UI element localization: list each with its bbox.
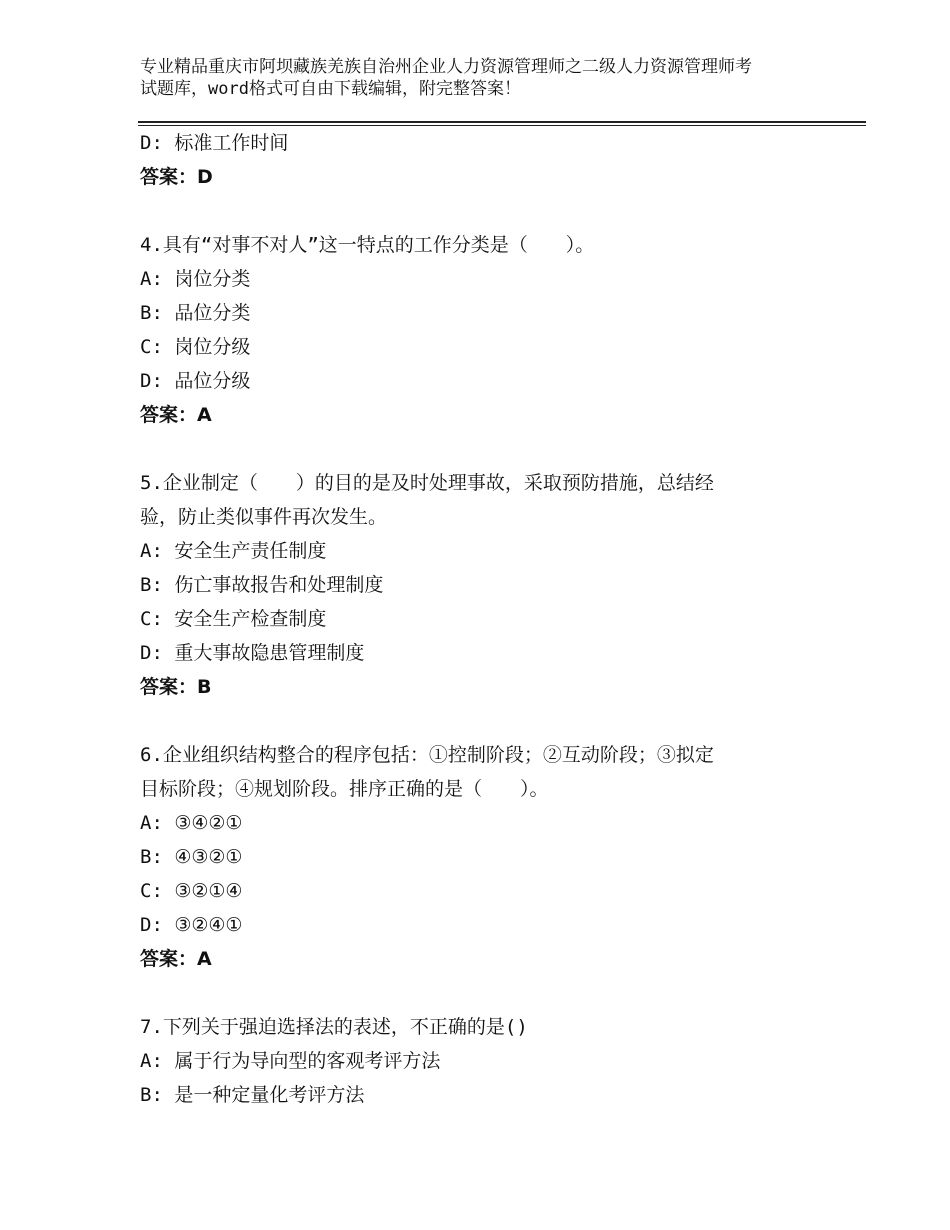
previous-question-tail	[140, 126, 830, 194]
answer-label: 答案：B	[140, 676, 212, 698]
header-divider-thick	[138, 121, 866, 123]
option-d: D: 标准工作时间	[140, 132, 289, 154]
spacer	[140, 432, 830, 466]
option-d: D: ③②④①	[140, 914, 243, 936]
option-a: A: ③④②①	[140, 812, 243, 834]
document-header	[140, 56, 830, 100]
question-stem-continued: 验，防止类似事件再次发生。	[140, 506, 388, 528]
option-d: D: 品位分级	[140, 370, 251, 392]
option-d: D: 重大事故隐患管理制度	[140, 642, 365, 664]
spacer	[140, 976, 830, 1010]
question-stem: 7.下列关于强迫选择法的表述，不正确的是()	[140, 1016, 528, 1038]
option-b: B: 伤亡事故报告和处理制度	[140, 574, 384, 596]
option-c: C: 安全生产检查制度	[140, 608, 327, 630]
spacer	[140, 194, 830, 228]
question-4	[140, 228, 830, 432]
option-a: A: 属于行为导向型的客观考评方法	[140, 1050, 441, 1072]
question-list	[140, 126, 830, 1112]
question-stem: 5.企业制定（ ）的目的是及时处理事故，采取预防措施，总结经	[140, 472, 714, 494]
question-7	[140, 1010, 830, 1112]
option-c: C: 岗位分级	[140, 336, 251, 358]
question-5	[140, 466, 830, 704]
answer-label: 答案：A	[140, 948, 212, 970]
option-a: A: 岗位分类	[140, 268, 251, 290]
answer-label: 答案：D	[140, 166, 213, 188]
header-title-line-2: 试题库，word格式可自由下载编辑，附完整答案！	[140, 79, 521, 99]
header-title-line-1: 专业精品重庆市阿坝藏族羌族自治州企业人力资源管理师之二级人力资源管理师考	[140, 57, 752, 77]
option-c: C: ③②①④	[140, 880, 243, 902]
answer-label: 答案：A	[140, 404, 212, 426]
option-a: A: 安全生产责任制度	[140, 540, 327, 562]
spacer	[140, 704, 830, 738]
question-stem-continued: 目标阶段；④规划阶段。排序正确的是（ ）。	[140, 778, 549, 800]
question-stem: 6.企业组织结构整合的程序包括：①控制阶段；②互动阶段；③拟定	[140, 744, 714, 766]
option-b: B: 是一种定量化考评方法	[140, 1084, 365, 1106]
option-b: B: ④③②①	[140, 846, 243, 868]
option-b: B: 品位分类	[140, 302, 251, 324]
question-stem: 4.具有“对事不对人”这一特点的工作分类是（ ）。	[140, 234, 595, 256]
question-6	[140, 738, 830, 976]
